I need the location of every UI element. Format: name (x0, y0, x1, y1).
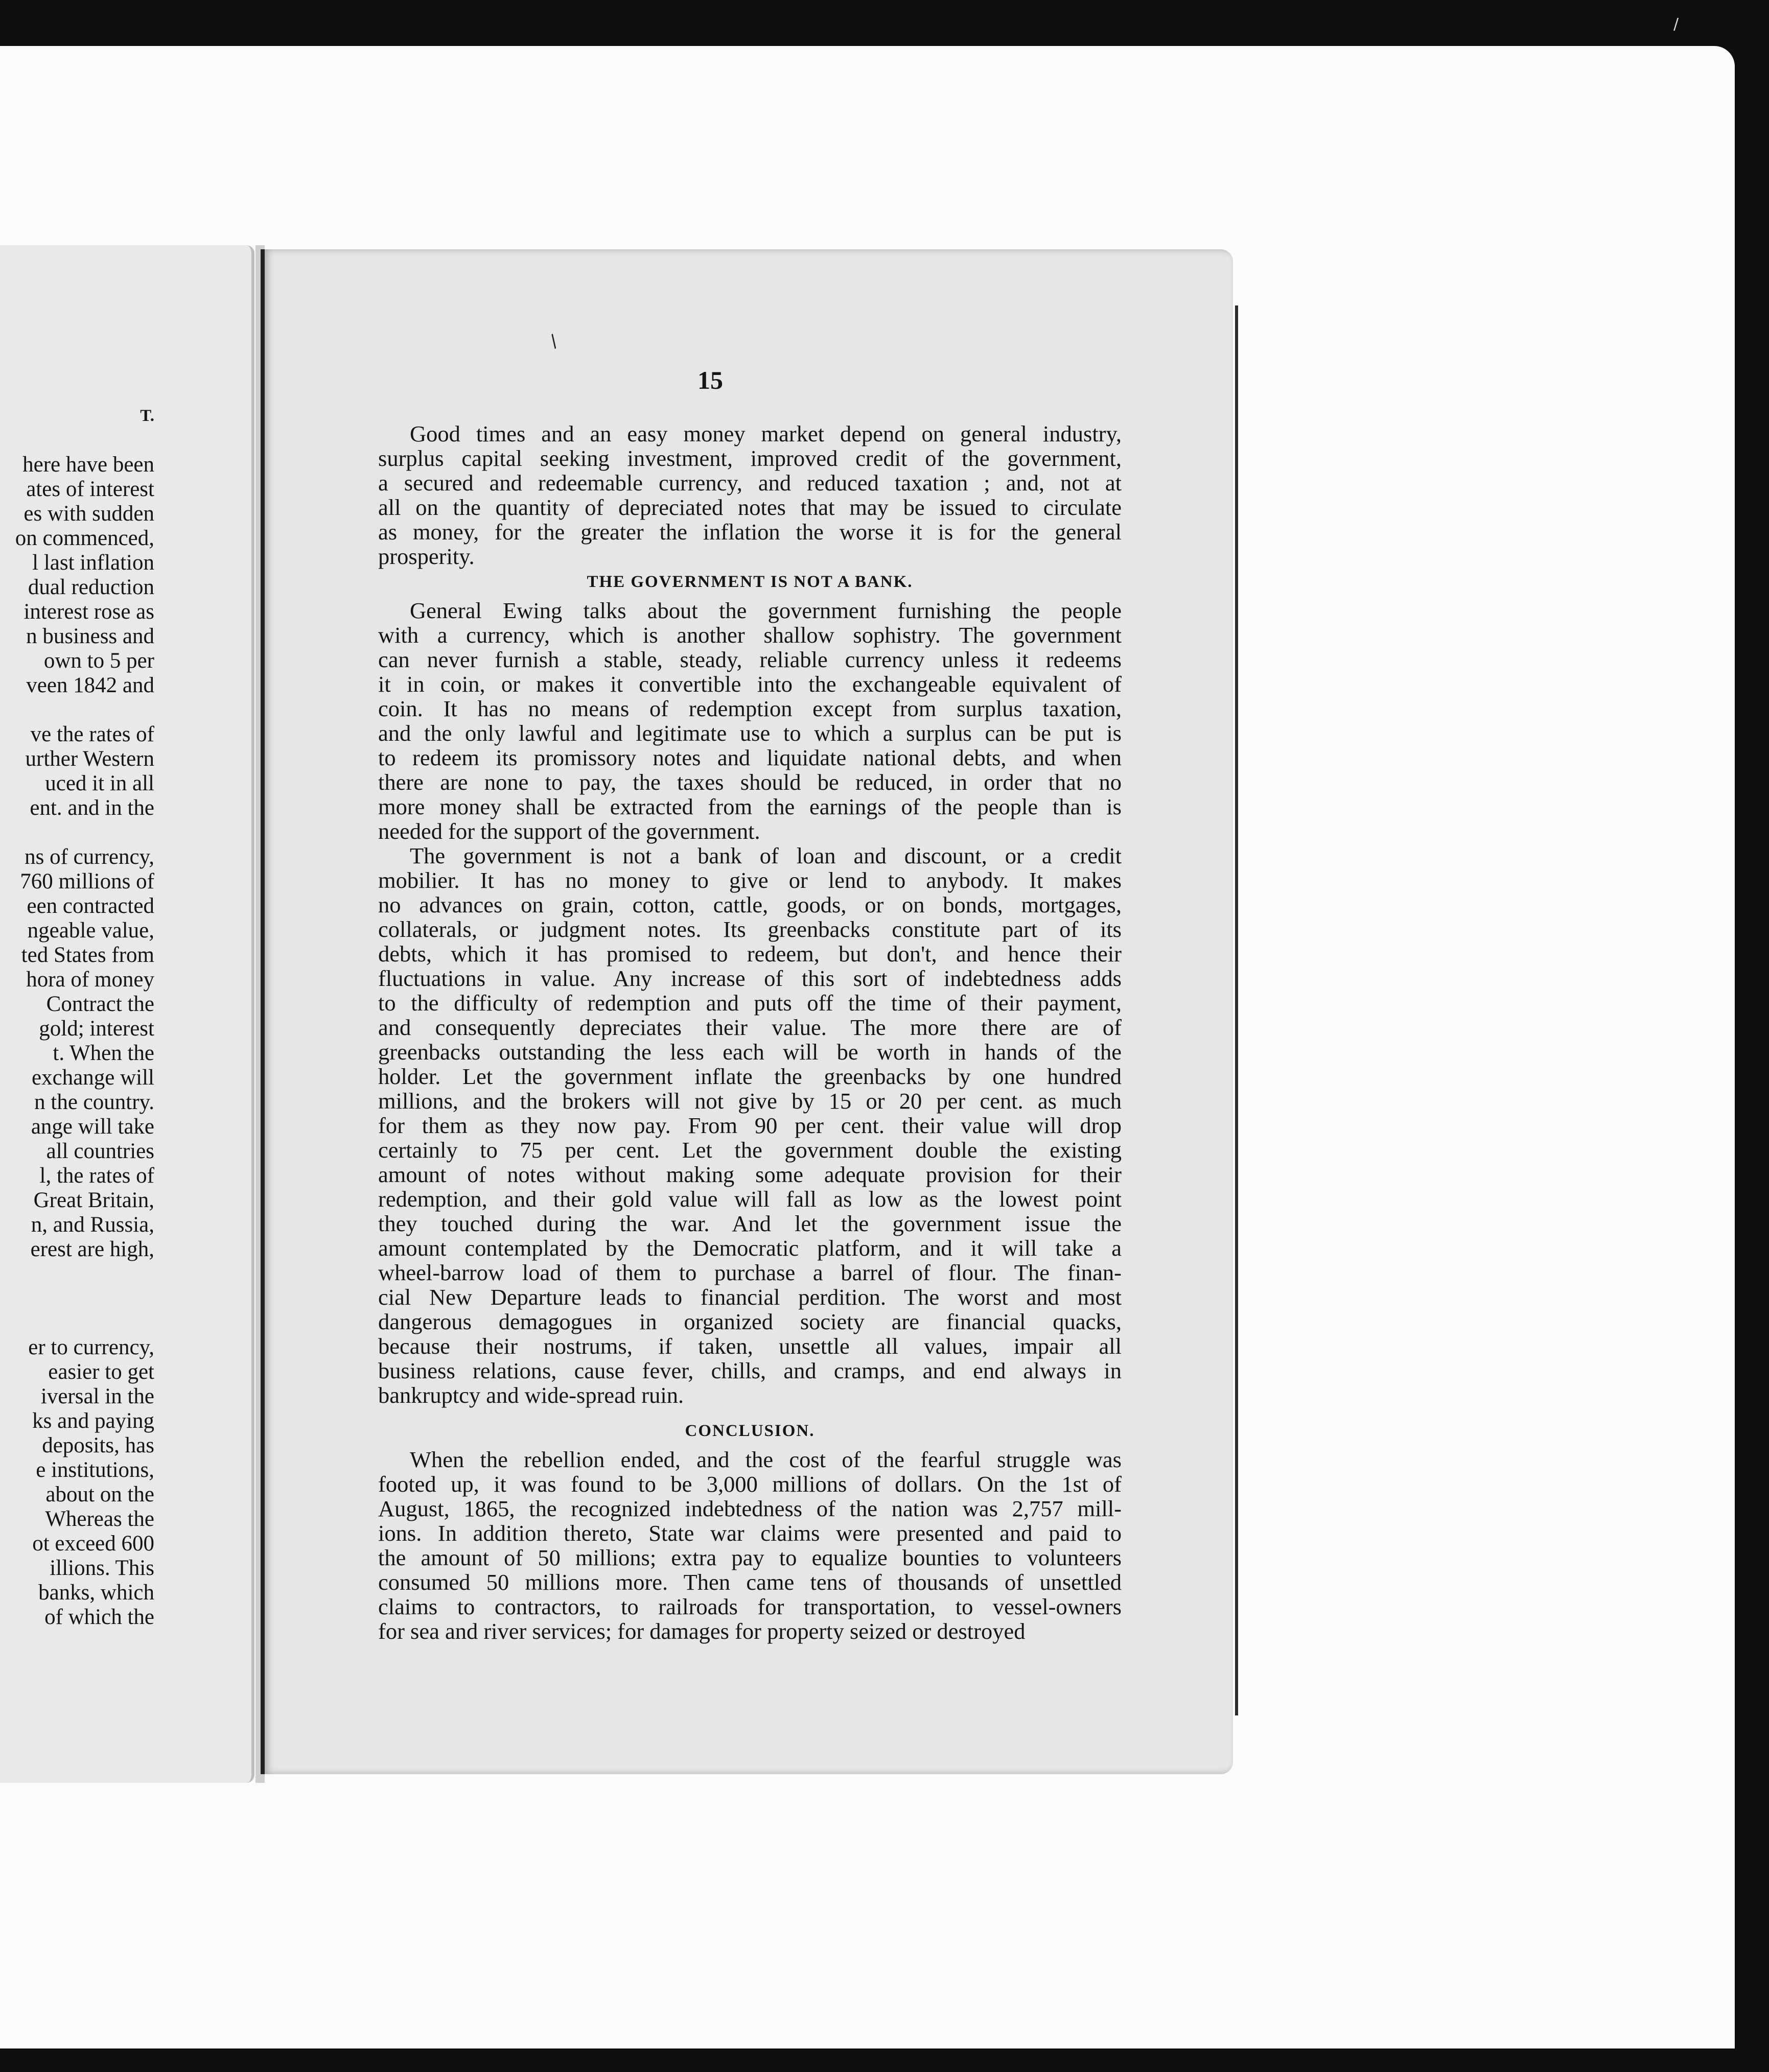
left-page-line: Great Britain, (33, 1188, 154, 1212)
left-page-line (0, 1311, 154, 1335)
text-line: holder. Let the government inflate the greenbacks by one hundred (378, 1064, 1122, 1089)
left-page-line (0, 1286, 154, 1311)
left-page-line: dual reduction (28, 575, 154, 599)
left-page-line: here have been (22, 453, 154, 477)
text-line: for sea and river services; for damages for property seized or destroyed (378, 1618, 1026, 1644)
left-page-line: n business and (26, 624, 154, 648)
text-line: millions, and the brokers will not give by 15 or 20 per cent. as much (378, 1088, 1122, 1114)
left-page-line: gold; interest (39, 1017, 154, 1041)
text-line: they touched during the war. And let the government issue the (378, 1211, 1122, 1236)
text-line: there are none to pay, the taxes should be reduced, in order that no (378, 769, 1122, 795)
text-line: redemption, and their gold value will fall as low as the lowest point (378, 1186, 1122, 1212)
left-page-line: ot exceed 600 (32, 1532, 154, 1556)
text-line: debts, which it has promised to redeem, but don't, and hence their (378, 941, 1122, 967)
paragraph-conclusion (378, 1447, 1122, 1643)
left-page-line: illions. This (50, 1556, 154, 1580)
left-page-line: T. (140, 407, 154, 425)
stray-mark: / (546, 331, 562, 352)
text-line: coin. It has no means of redemption except from surplus taxation, (378, 696, 1122, 721)
paragraph-not-a-bank (378, 843, 1122, 1407)
text-line: with a currency, which is another shallow sophistry. The government (378, 622, 1122, 648)
left-page-line (0, 698, 154, 722)
left-page-line: een contracted (27, 894, 154, 918)
left-page-line: easier to get (48, 1360, 154, 1384)
text-line: collaterals, or judgment notes. Its greenbacks constitute part of its (378, 916, 1122, 942)
left-page-line: Contract the (46, 992, 154, 1016)
left-page-line: veen 1842 and (26, 673, 154, 697)
left-page-line: ns of currency, (25, 845, 154, 869)
left-page-line: deposits, has (42, 1433, 154, 1457)
text-line: mobilier. It has no money to give or lend to anybody. It makes (378, 867, 1122, 893)
text-line: cial New Departure leads to financial perdition. The worst and most (378, 1284, 1122, 1310)
left-page-line: about on the (45, 1482, 154, 1506)
text-line: prosperity. (378, 544, 475, 569)
left-page-line: t. When the (53, 1041, 154, 1065)
text-line: for them as they now pay. From 90 per cent. their value will drop (378, 1113, 1122, 1138)
text-line: When the rebellion ended, and the cost of the fearful struggle was (410, 1447, 1122, 1472)
left-page-line: of which the (44, 1605, 154, 1629)
left-page-line: banks, which (38, 1581, 154, 1605)
text-line: to the difficulty of redemption and puts off the time of their payment, (378, 990, 1122, 1016)
left-page-line: exchange will (32, 1066, 154, 1090)
text-line: certainly to 75 per cent. Let the government double the existing (378, 1137, 1122, 1163)
left-page-line: iversal in the (40, 1384, 154, 1408)
left-page-line: ange will take (31, 1115, 154, 1139)
text-line: to redeem its promissory notes and liquidate national debts, and when (378, 745, 1122, 770)
paragraph-ewing (378, 598, 1122, 843)
left-page-line: interest rose as (24, 600, 154, 624)
left-page-line: ks and paying (32, 1409, 154, 1433)
text-line: needed for the support of the government. (378, 818, 760, 844)
text-line: it in coin, or makes it convertible into the exchangeable equivalent of (378, 671, 1122, 697)
text-line: as money, for the greater the inflation the worse it is for the general (378, 519, 1122, 545)
page-body (378, 421, 1122, 1643)
text-line: business relations, cause fever, chills, and cramps, and end always in (378, 1358, 1122, 1383)
text-line: Good times and an easy money market depend on general industry, (410, 421, 1122, 446)
section-heading-not-a-bank: THE GOVERNMENT IS NOT A BANK. (587, 573, 913, 591)
left-page-line: 760 millions of (20, 869, 154, 893)
text-line: more money shall be extracted from the earnings of the people than is (378, 794, 1122, 819)
text-line: amount of notes without making some adequate provision for their (378, 1162, 1122, 1187)
left-page-line: ve the rates of (30, 722, 154, 746)
section-heading-conclusion: CONCLUSION. (685, 1422, 815, 1440)
text-line: The government is not a bank of loan and discount, or a credit (410, 843, 1122, 868)
left-page-line: Whereas the (45, 1507, 154, 1531)
left-page-line: all countries (46, 1139, 154, 1163)
text-line: wheel-barrow load of them to purchase a barrel of flour. The finan- (378, 1260, 1122, 1285)
left-page-line: erest are high, (30, 1237, 154, 1261)
left-page-line: l, the rates of (39, 1164, 154, 1188)
left-page-line (0, 428, 154, 453)
left-page-line: n, and Russia, (31, 1213, 154, 1237)
text-line: amount contemplated by the Democratic platform, and it will take a (378, 1235, 1122, 1261)
text-line: consumed 50 millions more. Then came tens of thousands of unsettled (378, 1569, 1122, 1595)
text-line: no advances on grain, cotton, cattle, goods, or on bonds, mortgages, (378, 892, 1122, 917)
left-page-line: l last inflation (32, 551, 154, 575)
text-line: and consequently depreciates their value. The more there are of (378, 1015, 1122, 1040)
text-line: dangerous demagogues in organized society are financial quacks, (378, 1309, 1122, 1334)
text-line: and the only lawful and legitimate use to which a surplus can be put is (378, 720, 1122, 746)
text-line: can never furnish a stable, steady, reliable currency unless it redeems (378, 647, 1122, 672)
stray-mark: / (1673, 15, 1679, 33)
left-page-line: uced it in all (45, 771, 154, 795)
text-line: a secured and redeemable currency, and reduced taxation ; and, not at (378, 470, 1122, 496)
text-line: General Ewing talks about the government furnishing the people (410, 598, 1122, 623)
page-edge-shadow (1235, 305, 1238, 1715)
left-page-line: n the country. (34, 1090, 154, 1114)
text-line: the amount of 50 millions; extra pay to equalize bounties to volunteers (378, 1545, 1122, 1570)
left-page-line: ted States from (21, 943, 154, 967)
left-page-line: er to currency, (28, 1335, 154, 1359)
text-line: all on the quantity of depreciated notes that may be issued to circulate (378, 495, 1122, 520)
text-line: because their nostrums, if taken, unsettle all values, impair all (378, 1333, 1122, 1359)
left-page-line: ent. and in the (30, 796, 154, 820)
text-line: ions. In addition thereto, State war claims were presented and paid to (378, 1520, 1122, 1546)
text-line: fluctuations in value. Any increase of this sort of indebtedness adds (378, 966, 1122, 991)
text-line: bankruptcy and wide-spread ruin. (378, 1382, 684, 1408)
left-page-line: own to 5 per (43, 649, 154, 673)
page-number: 15 (697, 366, 723, 394)
left-page-line: e institutions, (36, 1458, 154, 1482)
left-page-line: urther Western (25, 747, 154, 771)
left-page-line: ngeable value, (27, 919, 154, 943)
text-line: surplus capital seeking investment, improved credit of the government, (378, 445, 1122, 471)
left-page-text (0, 404, 154, 1630)
paragraph-market (378, 421, 1122, 569)
text-line: August, 1865, the recognized indebtedness of the nation was 2,757 mill- (378, 1496, 1122, 1521)
left-page-line: on commenced, (15, 526, 154, 550)
left-page-line (0, 820, 154, 845)
text-line: footed up, it was found to be 3,000 millions of dollars. On the 1st of (378, 1471, 1122, 1497)
left-page-line: hora of money (26, 968, 154, 992)
left-page-line: es with sudden (24, 502, 154, 526)
left-page-line: ates of interest (26, 477, 154, 501)
text-line: claims to contractors, to railroads for transportation, to vessel-owners (378, 1594, 1122, 1619)
left-page-line (0, 1262, 154, 1286)
left-facing-page (0, 245, 254, 1783)
text-line: greenbacks outstanding the less each will be worth in hands of the (378, 1039, 1122, 1065)
